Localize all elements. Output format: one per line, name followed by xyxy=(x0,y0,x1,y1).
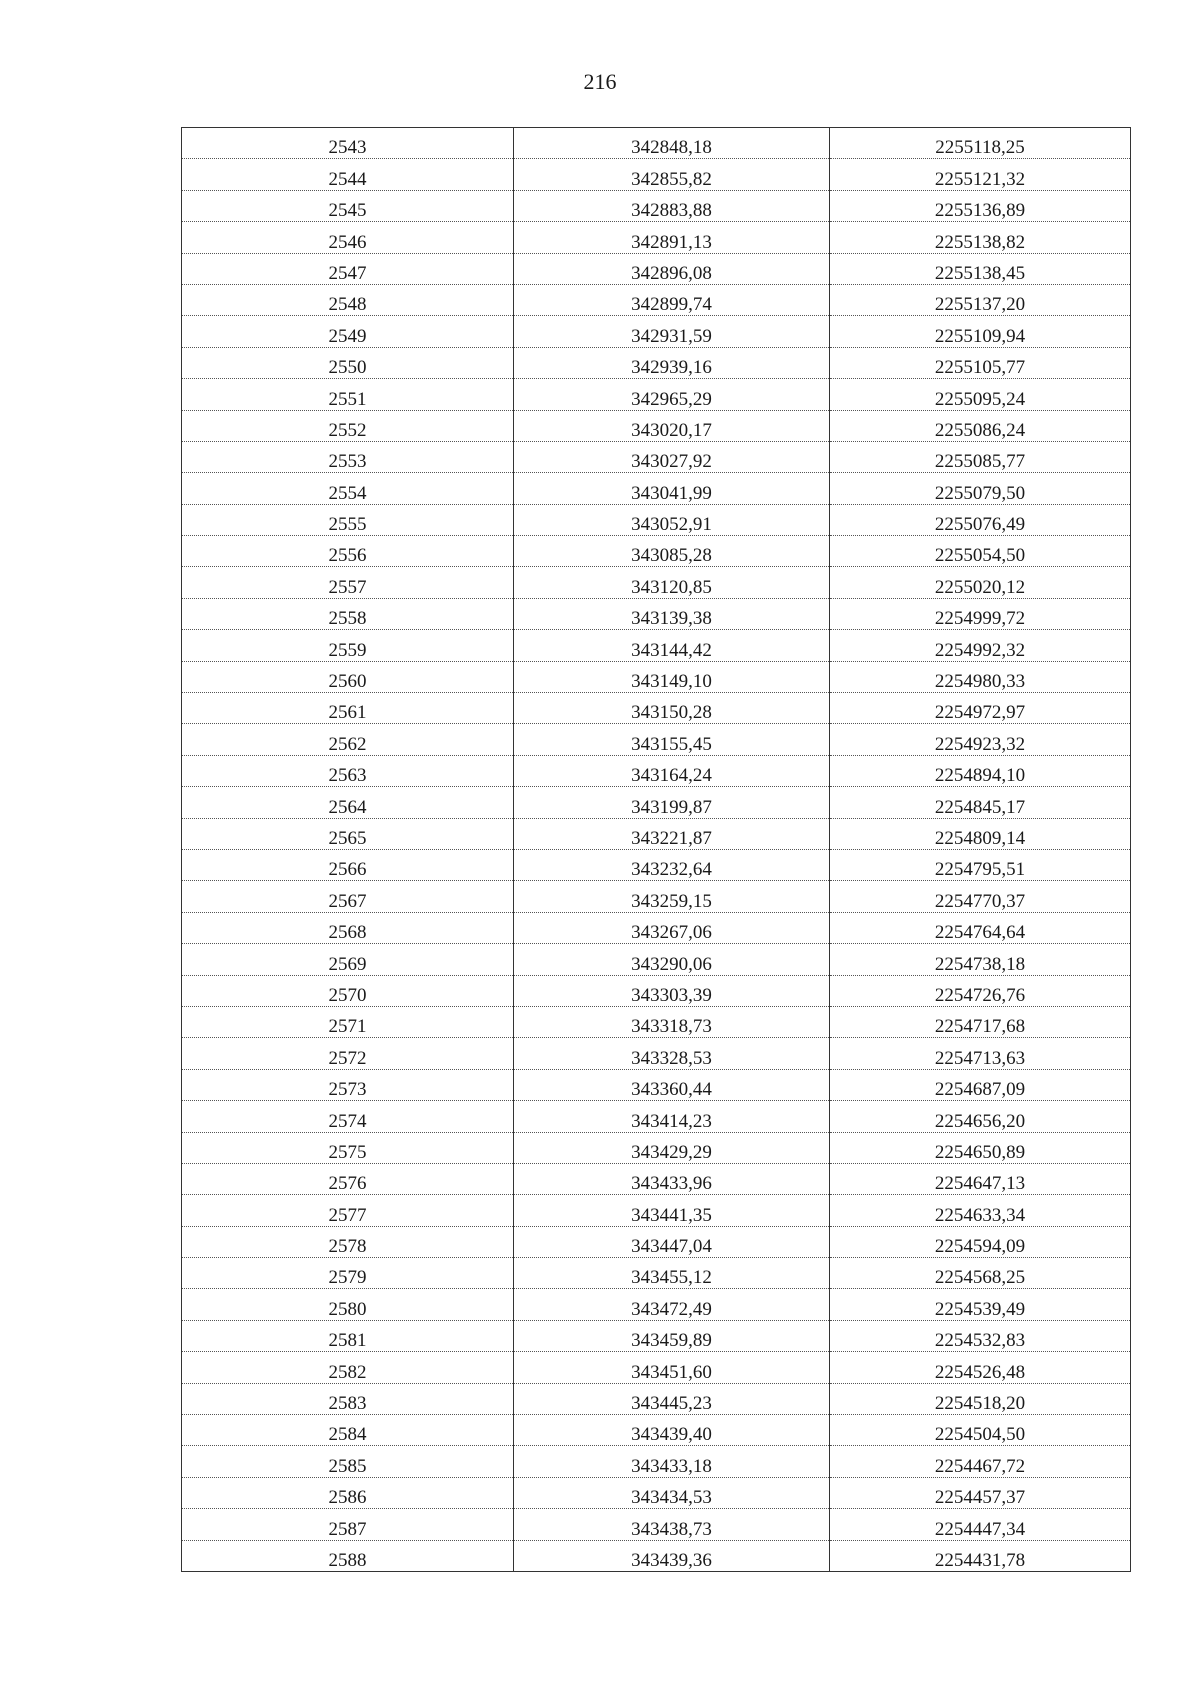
table-row xyxy=(182,1289,1131,1320)
point-number-cell: 2587 xyxy=(182,1509,514,1540)
point-number-cell: 2583 xyxy=(182,1383,514,1414)
y-coordinate-cell: 2254431,78 xyxy=(830,1540,1131,1571)
x-coordinate-cell: 343144,42 xyxy=(514,630,830,661)
y-coordinate-cell: 2255076,49 xyxy=(830,504,1131,535)
y-coordinate-cell: 2255136,89 xyxy=(830,190,1131,221)
point-number-cell: 2574 xyxy=(182,1101,514,1132)
table-row xyxy=(182,755,1131,786)
point-number-cell: 2552 xyxy=(182,410,514,441)
point-number-cell: 2559 xyxy=(182,630,514,661)
point-number-cell: 2566 xyxy=(182,849,514,880)
point-number-cell: 2584 xyxy=(182,1415,514,1446)
x-coordinate-cell: 343149,10 xyxy=(514,661,830,692)
table-row xyxy=(182,1477,1131,1508)
y-coordinate-cell: 2254467,72 xyxy=(830,1446,1131,1477)
point-number-cell: 2572 xyxy=(182,1038,514,1069)
point-number-cell: 2570 xyxy=(182,975,514,1006)
table-row xyxy=(182,1383,1131,1414)
y-coordinate-cell: 2254447,34 xyxy=(830,1509,1131,1540)
point-number-cell: 2562 xyxy=(182,724,514,755)
point-number-cell: 2579 xyxy=(182,1258,514,1289)
y-coordinate-cell: 2254656,20 xyxy=(830,1101,1131,1132)
table-row xyxy=(182,724,1131,755)
point-number-cell: 2564 xyxy=(182,787,514,818)
x-coordinate-cell: 343434,53 xyxy=(514,1477,830,1508)
table-row xyxy=(182,1006,1131,1037)
point-number-cell: 2550 xyxy=(182,347,514,378)
y-coordinate-cell: 2255095,24 xyxy=(830,379,1131,410)
x-coordinate-cell: 342931,59 xyxy=(514,316,830,347)
y-coordinate-cell: 2255105,77 xyxy=(830,347,1131,378)
x-coordinate-cell: 343439,36 xyxy=(514,1540,830,1571)
table-row xyxy=(182,1226,1131,1257)
y-coordinate-cell: 2254923,32 xyxy=(830,724,1131,755)
table-row xyxy=(182,441,1131,472)
table-row xyxy=(182,693,1131,724)
x-coordinate-cell: 343447,04 xyxy=(514,1226,830,1257)
y-coordinate-cell: 2254633,34 xyxy=(830,1195,1131,1226)
y-coordinate-cell: 2254713,63 xyxy=(830,1038,1131,1069)
point-number-cell: 2555 xyxy=(182,504,514,535)
x-coordinate-cell: 343451,60 xyxy=(514,1352,830,1383)
table-row xyxy=(182,661,1131,692)
x-coordinate-cell: 343221,87 xyxy=(514,818,830,849)
table-row xyxy=(182,190,1131,221)
table-row xyxy=(182,536,1131,567)
y-coordinate-cell: 2254764,64 xyxy=(830,912,1131,943)
x-coordinate-cell: 343199,87 xyxy=(514,787,830,818)
point-number-cell: 2573 xyxy=(182,1069,514,1100)
point-number-cell: 2586 xyxy=(182,1477,514,1508)
y-coordinate-cell: 2254539,49 xyxy=(830,1289,1131,1320)
x-coordinate-cell: 342939,16 xyxy=(514,347,830,378)
y-coordinate-cell: 2254457,37 xyxy=(830,1477,1131,1508)
x-coordinate-cell: 343414,23 xyxy=(514,1101,830,1132)
y-coordinate-cell: 2254999,72 xyxy=(830,598,1131,629)
table-row xyxy=(182,818,1131,849)
y-coordinate-cell: 2254717,68 xyxy=(830,1006,1131,1037)
y-coordinate-cell: 2255086,24 xyxy=(830,410,1131,441)
point-number-cell: 2588 xyxy=(182,1540,514,1571)
point-number-cell: 2551 xyxy=(182,379,514,410)
page-number: 216 xyxy=(583,69,617,94)
y-coordinate-cell: 2255079,50 xyxy=(830,473,1131,504)
x-coordinate-cell: 343360,44 xyxy=(514,1069,830,1100)
x-coordinate-cell: 343085,28 xyxy=(514,536,830,567)
x-coordinate-cell: 343438,73 xyxy=(514,1509,830,1540)
y-coordinate-cell: 2254809,14 xyxy=(830,818,1131,849)
x-coordinate-cell: 343303,39 xyxy=(514,975,830,1006)
y-coordinate-cell: 2254650,89 xyxy=(830,1132,1131,1163)
point-number-cell: 2558 xyxy=(182,598,514,629)
table-row xyxy=(182,1132,1131,1163)
x-coordinate-cell: 343459,89 xyxy=(514,1320,830,1351)
coordinates-table xyxy=(181,127,1131,1572)
point-number-cell: 2578 xyxy=(182,1226,514,1257)
x-coordinate-cell: 343139,38 xyxy=(514,598,830,629)
x-coordinate-cell: 343120,85 xyxy=(514,567,830,598)
y-coordinate-cell: 2254795,51 xyxy=(830,849,1131,880)
y-coordinate-cell: 2254738,18 xyxy=(830,944,1131,975)
x-coordinate-cell: 343429,29 xyxy=(514,1132,830,1163)
point-number-cell: 2557 xyxy=(182,567,514,598)
y-coordinate-cell: 2254894,10 xyxy=(830,755,1131,786)
x-coordinate-cell: 342891,13 xyxy=(514,222,830,253)
table-row xyxy=(182,1352,1131,1383)
x-coordinate-cell: 343455,12 xyxy=(514,1258,830,1289)
point-number-cell: 2560 xyxy=(182,661,514,692)
point-number-cell: 2544 xyxy=(182,159,514,190)
table-row xyxy=(182,316,1131,347)
point-number-cell: 2576 xyxy=(182,1163,514,1194)
x-coordinate-cell: 343441,35 xyxy=(514,1195,830,1226)
point-number-cell: 2567 xyxy=(182,881,514,912)
point-number-cell: 2568 xyxy=(182,912,514,943)
y-coordinate-cell: 2254726,76 xyxy=(830,975,1131,1006)
y-coordinate-cell: 2254845,17 xyxy=(830,787,1131,818)
table-row xyxy=(182,881,1131,912)
x-coordinate-cell: 342965,29 xyxy=(514,379,830,410)
y-coordinate-cell: 2255118,25 xyxy=(830,128,1131,159)
table-row xyxy=(182,1101,1131,1132)
point-number-cell: 2569 xyxy=(182,944,514,975)
x-coordinate-cell: 343472,49 xyxy=(514,1289,830,1320)
table-row xyxy=(182,1258,1131,1289)
y-coordinate-cell: 2254980,33 xyxy=(830,661,1131,692)
x-coordinate-cell: 342896,08 xyxy=(514,253,830,284)
point-number-cell: 2575 xyxy=(182,1132,514,1163)
table-row xyxy=(182,222,1131,253)
point-number-cell: 2563 xyxy=(182,755,514,786)
y-coordinate-cell: 2254647,13 xyxy=(830,1163,1131,1194)
x-coordinate-cell: 343020,17 xyxy=(514,410,830,441)
x-coordinate-cell: 343433,18 xyxy=(514,1446,830,1477)
x-coordinate-cell: 343164,24 xyxy=(514,755,830,786)
point-number-cell: 2548 xyxy=(182,284,514,315)
table-row xyxy=(182,598,1131,629)
x-coordinate-cell: 343290,06 xyxy=(514,944,830,975)
point-number-cell: 2554 xyxy=(182,473,514,504)
y-coordinate-cell: 2254518,20 xyxy=(830,1383,1131,1414)
point-number-cell: 2577 xyxy=(182,1195,514,1226)
table-row xyxy=(182,787,1131,818)
y-coordinate-cell: 2255138,82 xyxy=(830,222,1131,253)
coordinates-table-body xyxy=(182,128,1131,1572)
table-row xyxy=(182,159,1131,190)
y-coordinate-cell: 2255138,45 xyxy=(830,253,1131,284)
table-row xyxy=(182,1195,1131,1226)
y-coordinate-cell: 2254992,32 xyxy=(830,630,1131,661)
table-row xyxy=(182,1446,1131,1477)
table-row xyxy=(182,1163,1131,1194)
x-coordinate-cell: 343155,45 xyxy=(514,724,830,755)
point-number-cell: 2571 xyxy=(182,1006,514,1037)
table-row xyxy=(182,1038,1131,1069)
point-number-cell: 2565 xyxy=(182,818,514,849)
x-coordinate-cell: 343439,40 xyxy=(514,1415,830,1446)
point-number-cell: 2556 xyxy=(182,536,514,567)
x-coordinate-cell: 343318,73 xyxy=(514,1006,830,1037)
y-coordinate-cell: 2255121,32 xyxy=(830,159,1131,190)
y-coordinate-cell: 2254687,09 xyxy=(830,1069,1131,1100)
point-number-cell: 2585 xyxy=(182,1446,514,1477)
table-row xyxy=(182,347,1131,378)
y-coordinate-cell: 2254532,83 xyxy=(830,1320,1131,1351)
table-row xyxy=(182,1320,1131,1351)
point-number-cell: 2545 xyxy=(182,190,514,221)
y-coordinate-cell: 2255137,20 xyxy=(830,284,1131,315)
table-row xyxy=(182,849,1131,880)
x-coordinate-cell: 342855,82 xyxy=(514,159,830,190)
x-coordinate-cell: 343041,99 xyxy=(514,473,830,504)
point-number-cell: 2561 xyxy=(182,693,514,724)
table-row xyxy=(182,567,1131,598)
point-number-cell: 2546 xyxy=(182,222,514,253)
table-row xyxy=(182,975,1131,1006)
y-coordinate-cell: 2254770,37 xyxy=(830,881,1131,912)
y-coordinate-cell: 2254504,50 xyxy=(830,1415,1131,1446)
table-row xyxy=(182,410,1131,441)
table-row xyxy=(182,630,1131,661)
point-number-cell: 2549 xyxy=(182,316,514,347)
x-coordinate-cell: 343232,64 xyxy=(514,849,830,880)
x-coordinate-cell: 343259,15 xyxy=(514,881,830,912)
x-coordinate-cell: 343267,06 xyxy=(514,912,830,943)
point-number-cell: 2553 xyxy=(182,441,514,472)
point-number-cell: 2547 xyxy=(182,253,514,284)
table-row xyxy=(182,912,1131,943)
y-coordinate-cell: 2255054,50 xyxy=(830,536,1131,567)
x-coordinate-cell: 342899,74 xyxy=(514,284,830,315)
point-number-cell: 2580 xyxy=(182,1289,514,1320)
y-coordinate-cell: 2255109,94 xyxy=(830,316,1131,347)
table-row xyxy=(182,1069,1131,1100)
table-row xyxy=(182,1415,1131,1446)
table-row xyxy=(182,504,1131,535)
table-row xyxy=(182,379,1131,410)
point-number-cell: 2543 xyxy=(182,128,514,159)
x-coordinate-cell: 342848,18 xyxy=(514,128,830,159)
y-coordinate-cell: 2254568,25 xyxy=(830,1258,1131,1289)
table-row xyxy=(182,473,1131,504)
table-row xyxy=(182,944,1131,975)
y-coordinate-cell: 2255020,12 xyxy=(830,567,1131,598)
x-coordinate-cell: 343150,28 xyxy=(514,693,830,724)
x-coordinate-cell: 343433,96 xyxy=(514,1163,830,1194)
point-number-cell: 2581 xyxy=(182,1320,514,1351)
y-coordinate-cell: 2254594,09 xyxy=(830,1226,1131,1257)
y-coordinate-cell: 2255085,77 xyxy=(830,441,1131,472)
table-row xyxy=(182,1540,1131,1571)
table-row xyxy=(182,284,1131,315)
y-coordinate-cell: 2254526,48 xyxy=(830,1352,1131,1383)
table-row xyxy=(182,253,1131,284)
x-coordinate-cell: 343027,92 xyxy=(514,441,830,472)
x-coordinate-cell: 343328,53 xyxy=(514,1038,830,1069)
table-row xyxy=(182,1509,1131,1540)
y-coordinate-cell: 2254972,97 xyxy=(830,693,1131,724)
x-coordinate-cell: 343052,91 xyxy=(514,504,830,535)
x-coordinate-cell: 343445,23 xyxy=(514,1383,830,1414)
point-number-cell: 2582 xyxy=(182,1352,514,1383)
x-coordinate-cell: 342883,88 xyxy=(514,190,830,221)
table-row xyxy=(182,128,1131,159)
